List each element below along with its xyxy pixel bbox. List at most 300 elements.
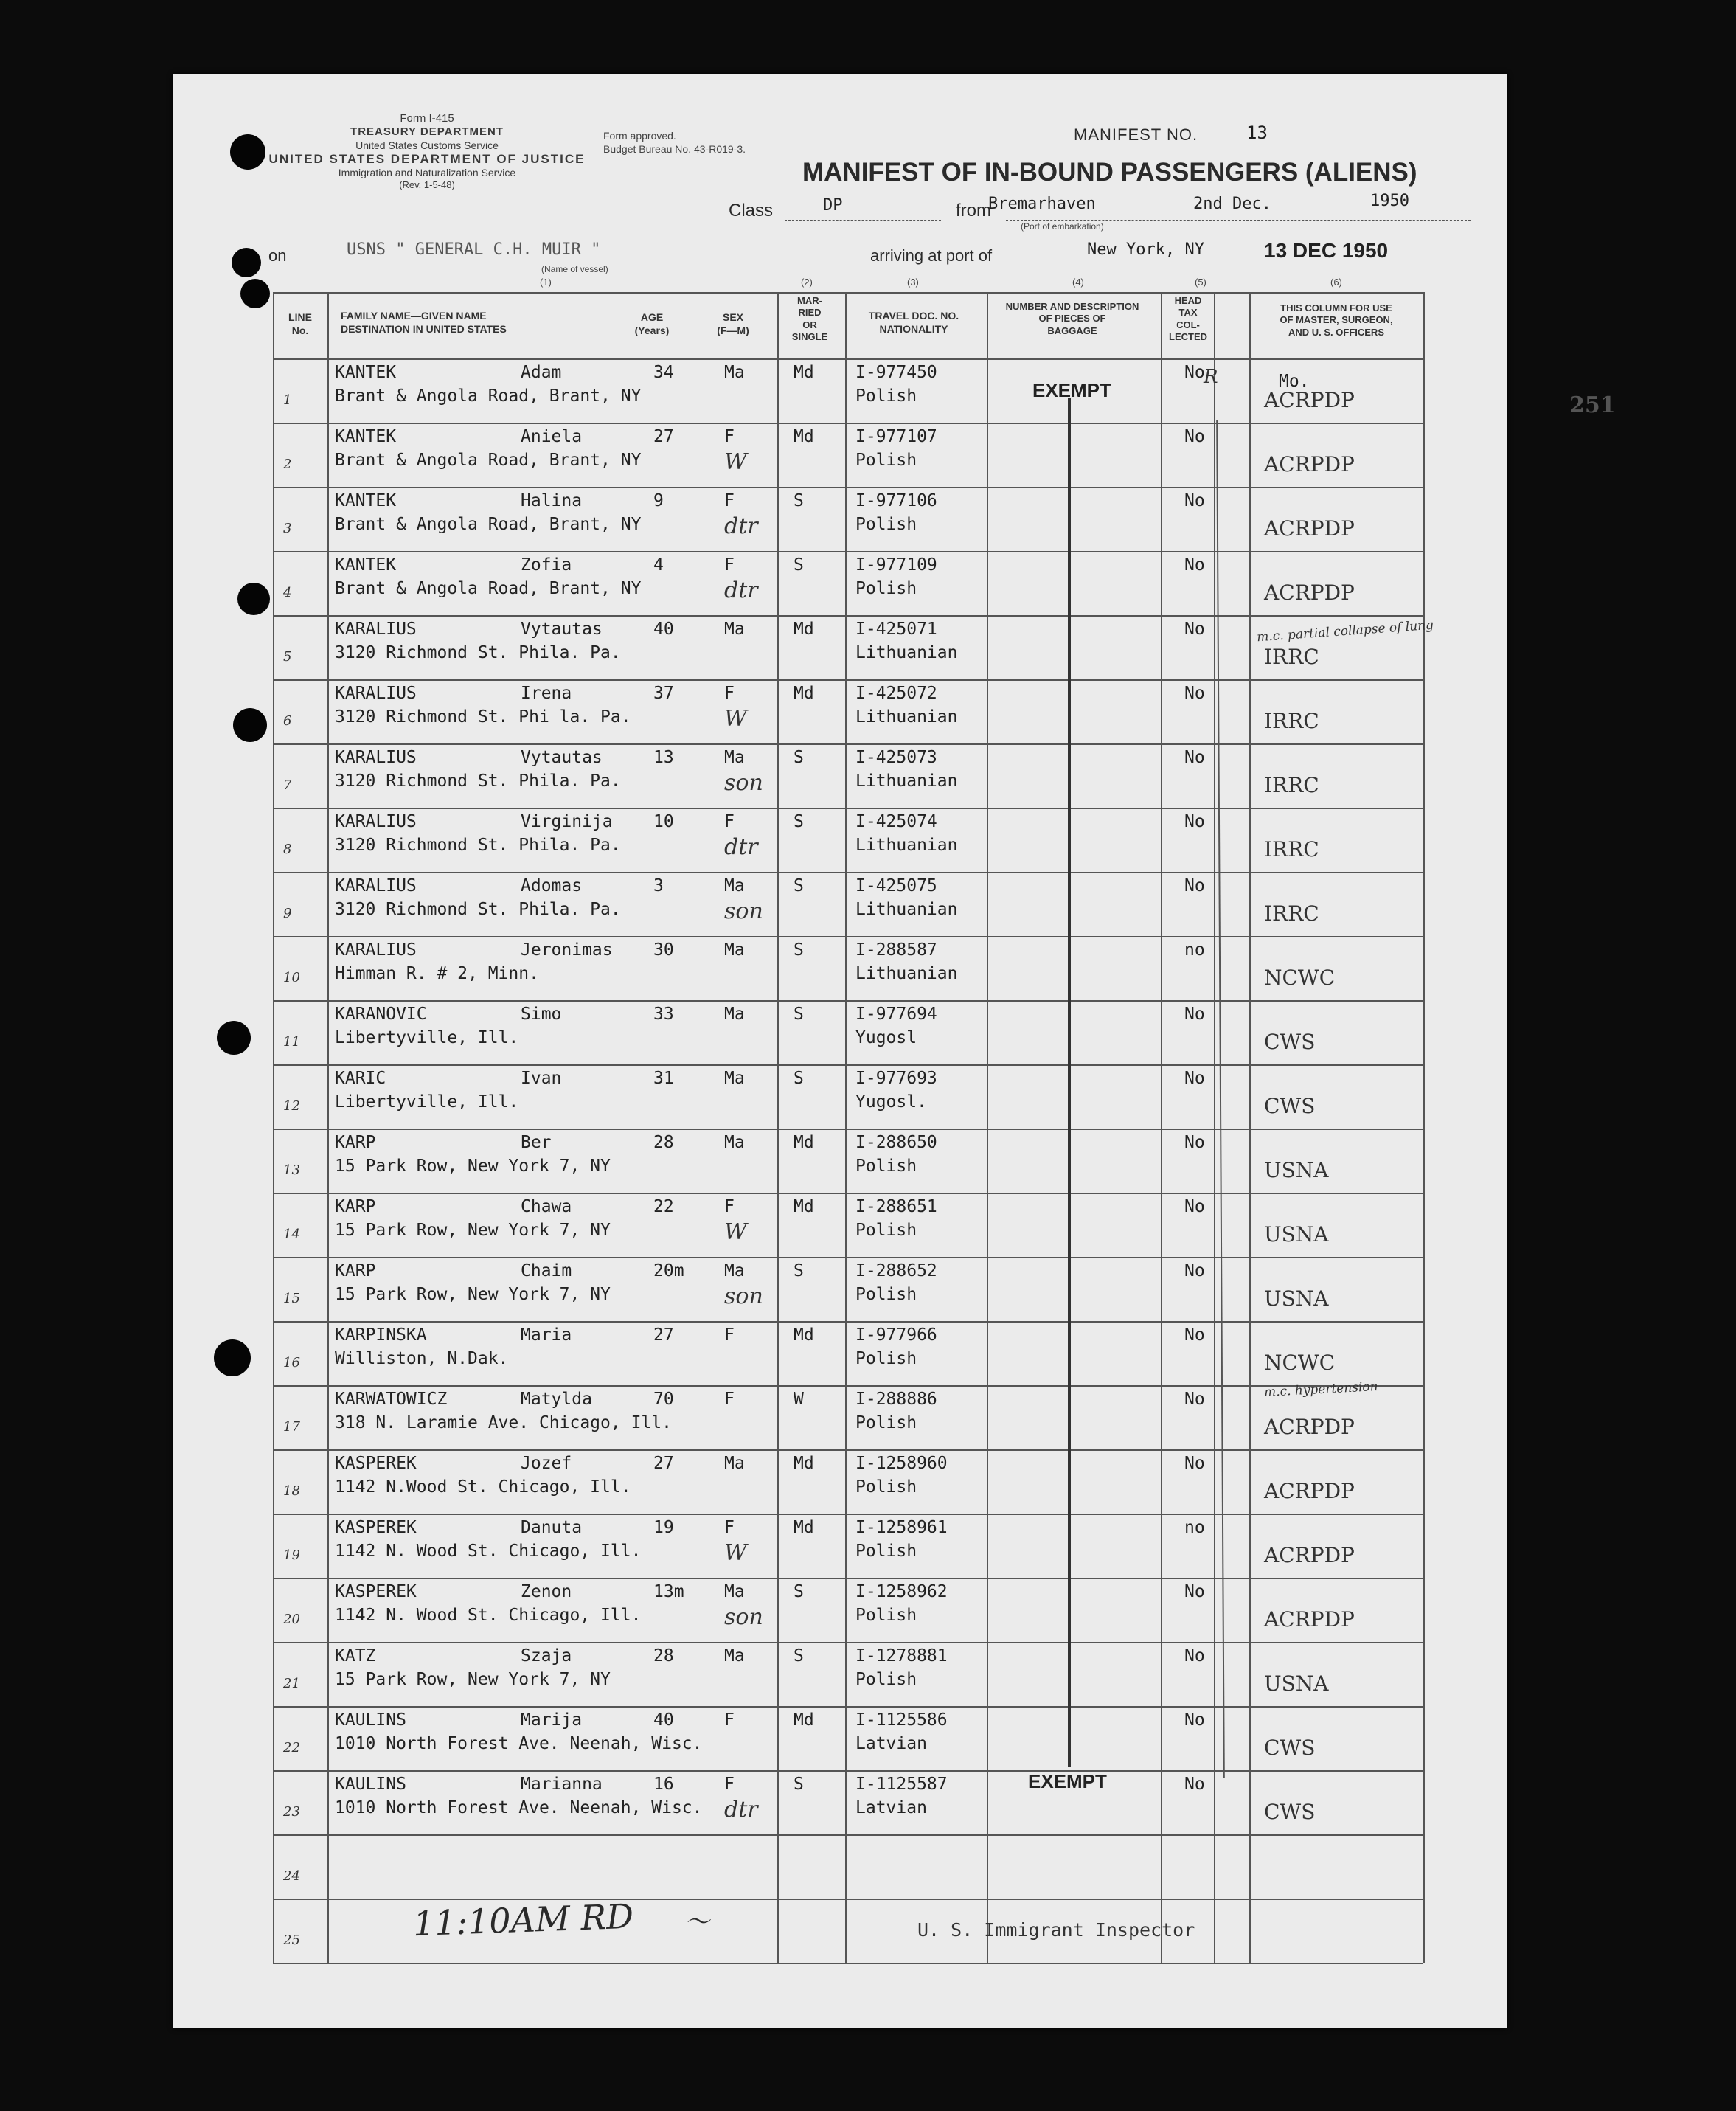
page-title: MANIFEST OF IN-BOUND PASSENGERS (ALIENS): [802, 158, 1417, 187]
row-head-tax: No: [1184, 1261, 1205, 1280]
col-officers: THIS COLUMN FOR USE OF MASTER, SURGEON, AND U. S. OFFICERS: [1280, 302, 1393, 338]
row-given-name: Chawa: [521, 1197, 572, 1216]
arrival-port: New York, NY: [1087, 240, 1204, 259]
row-marital: S: [794, 812, 804, 831]
row-sex: F: [724, 1197, 735, 1216]
date-value: 2nd Dec.: [1193, 195, 1271, 213]
row-marital: S: [794, 1646, 804, 1665]
row-officer-code: IRRC: [1264, 837, 1319, 862]
row-given-name: Simo: [521, 1005, 562, 1024]
row-given-name: Matylda: [521, 1390, 592, 1409]
row-destination: 3120 Richmond St. Phila. Pa.: [335, 836, 621, 855]
row-nationality: Polish: [855, 515, 917, 534]
row-family-name: KARALIUS: [335, 620, 417, 639]
row-nationality: Polish: [855, 1606, 917, 1625]
row-head-tax: No: [1184, 555, 1205, 575]
grid-row-line: [273, 679, 1423, 681]
row-head-tax: No: [1184, 684, 1205, 703]
row-officer-code: USNA: [1264, 1222, 1329, 1247]
row-destination: 3120 Richmond St. Phi la. Pa.: [335, 707, 631, 727]
row-nationality: Latvian: [855, 1734, 927, 1753]
row-sex-note: W: [724, 1540, 747, 1566]
row-family-name: KARALIUS: [335, 748, 417, 767]
row-family-name: KARP: [335, 1133, 376, 1152]
row-destination: Williston, N.Dak.: [335, 1349, 509, 1368]
row-age: 70: [653, 1390, 674, 1409]
row-marital: Md: [794, 363, 814, 382]
row-head-tax: no: [1184, 940, 1205, 960]
grid-row-line: [273, 1193, 1423, 1194]
grid-top-line: [273, 292, 1423, 294]
row-travel-doc: I-977694: [855, 1005, 937, 1024]
row-given-name: Maria: [521, 1325, 572, 1345]
row-head-tax: No: [1184, 1005, 1205, 1024]
colnum-2: (2): [801, 277, 813, 288]
grid-row-line: [273, 743, 1423, 745]
colnum-6: (6): [1330, 277, 1342, 288]
row-age: 4: [653, 555, 664, 575]
row-age: 28: [653, 1133, 674, 1152]
row-line-number: 23: [283, 1804, 300, 1820]
tax-bracket-line: [1216, 420, 1225, 1778]
row-family-name: KAULINS: [335, 1775, 406, 1794]
row-travel-doc: I-977966: [855, 1325, 937, 1345]
row-age: 3: [653, 876, 664, 895]
row-travel-doc: I-288587: [855, 940, 937, 960]
row-sex: Ma: [724, 748, 745, 767]
rev-line: (Rev. 1-5-48): [399, 179, 455, 191]
row-given-name: Ivan: [521, 1069, 562, 1088]
row-line-number: 13: [283, 1162, 300, 1178]
col-name: FAMILY NAME—GIVEN NAME DESTINATION IN UNITED STATES: [341, 310, 507, 335]
row-sex: F: [724, 1390, 735, 1409]
row-nationality: Lithuanian: [855, 836, 958, 855]
row-travel-doc: I-425075: [855, 876, 937, 895]
row-destination: 15 Park Row, New York 7, NY: [335, 1221, 611, 1240]
row-sex-note: son: [724, 898, 763, 924]
grid-row-line: [273, 1642, 1423, 1643]
row-line-number: 1: [283, 392, 292, 408]
arrival-date-stamp: 13 DEC 1950: [1264, 239, 1389, 262]
row-head-tax: No: [1184, 748, 1205, 767]
col-age: AGE (Years): [634, 311, 670, 336]
grid-row-line: [273, 1064, 1423, 1066]
row-sex: Ma: [724, 1646, 745, 1665]
row-officer-code: ACRPDP: [1264, 1543, 1355, 1567]
row-marital: Md: [794, 1454, 814, 1473]
row-sex: Ma: [724, 620, 745, 639]
row-destination: 15 Park Row, New York 7, NY: [335, 1157, 611, 1176]
row-sex-note: son: [724, 1604, 763, 1630]
row-officer-code: IRRC: [1264, 709, 1319, 733]
row-officer-code: ACRPDP: [1264, 580, 1355, 605]
punch-hole: [232, 248, 261, 277]
customs-line: United States Customs Service: [355, 139, 499, 151]
row-given-name: Adam: [521, 363, 562, 382]
manifest-page: [173, 74, 1616, 2028]
row-age: 10: [653, 812, 674, 831]
row-given-name: Virginija: [521, 812, 613, 831]
row-family-name: KARALIUS: [335, 876, 417, 895]
grid-row-line: [273, 1963, 1423, 1964]
row-line-number: 11: [283, 1034, 300, 1050]
row-given-name: Aniela: [521, 427, 583, 446]
row-line-number: 10: [283, 970, 300, 985]
stamp-number: 251: [1569, 392, 1616, 418]
row-line-number: 25: [283, 1933, 300, 1948]
row-sex-note: dtr: [724, 1797, 758, 1823]
from-value: Bremarhaven: [988, 195, 1096, 213]
row-officer-code: USNA: [1264, 1286, 1329, 1311]
colnum-1: (1): [540, 277, 552, 288]
row-marital: S: [794, 1775, 804, 1794]
row-officer-code: CWS: [1264, 1736, 1316, 1760]
row-destination: 3120 Richmond St. Phila. Pa.: [335, 772, 621, 791]
row-sex: Ma: [724, 940, 745, 960]
row-nationality: Polish: [855, 1542, 917, 1561]
row-destination: 1142 N. Wood St. Chicago, Ill.: [335, 1542, 642, 1561]
row-age: 34: [653, 363, 674, 382]
row-family-name: KANTEK: [335, 363, 397, 382]
row-nationality: Yugosl: [855, 1028, 917, 1047]
punch-hole: [217, 1021, 251, 1055]
row-nationality: Polish: [855, 1477, 917, 1497]
row-family-name: KARP: [335, 1261, 376, 1280]
row-destination: Brant & Angola Road, Brant, NY: [335, 451, 642, 470]
row-destination: Libertyville, Ill.: [335, 1092, 519, 1112]
vessel-name: USNS " GENERAL C.H. MUIR ": [347, 240, 601, 259]
grid-row-line: [273, 1770, 1423, 1772]
row-travel-doc: I-288652: [855, 1261, 937, 1280]
row-officer-code: IRRC: [1264, 901, 1319, 926]
colnum-5: (5): [1195, 277, 1206, 288]
row-marital: S: [794, 748, 804, 767]
row-line-number: 9: [283, 906, 292, 921]
class-label: Class: [729, 201, 774, 221]
row-age: 37: [653, 684, 674, 703]
row-travel-doc: I-425074: [855, 812, 937, 831]
grid-row-line: [273, 1129, 1423, 1130]
row-line-number: 18: [283, 1483, 300, 1499]
row-family-name: KARIC: [335, 1069, 386, 1088]
row-travel-doc: I-977109: [855, 555, 937, 575]
row-sex: Ma: [724, 1069, 745, 1088]
row-line-number: 5: [283, 649, 292, 665]
row-travel-doc: I-425071: [855, 620, 937, 639]
treasury-line: TREASURY DEPARTMENT: [350, 125, 504, 139]
row-officer-code: CWS: [1264, 1030, 1316, 1054]
row-family-name: KANTEK: [335, 491, 397, 510]
row-age: 40: [653, 1710, 674, 1730]
grid-col-line: [273, 292, 274, 1963]
grid-row-line: [273, 1706, 1423, 1708]
on-label: on: [268, 246, 287, 265]
row-age: 22: [653, 1197, 674, 1216]
row-head-tax: No: [1184, 876, 1205, 895]
row-age: 27: [653, 1325, 674, 1345]
grid-row-line: [273, 808, 1423, 809]
punch-hole: [240, 279, 270, 308]
row-officer-code: ACRPDP: [1264, 1607, 1355, 1632]
row-line-number: 15: [283, 1291, 300, 1306]
row-marital: Md: [794, 684, 814, 703]
row-destination: Himman R. # 2, Minn.: [335, 964, 539, 983]
row-head-tax: No: [1184, 812, 1205, 831]
row-sex-note: dtr: [724, 578, 758, 603]
row-sex: Ma: [724, 1133, 745, 1152]
row-given-name: Marianna: [521, 1775, 603, 1794]
row-nationality: Polish: [855, 1157, 917, 1176]
row-destination: Brant & Angola Road, Brant, NY: [335, 387, 642, 406]
row-marital: S: [794, 940, 804, 960]
ins-line: Immigration and Naturalization Service: [338, 167, 516, 179]
port-embark-note: (Port of embarkation): [1021, 221, 1104, 232]
row-sex: F: [724, 1325, 735, 1345]
row-head-tax: No: [1184, 427, 1205, 446]
colnum-3: (3): [907, 277, 919, 288]
year-value: 1950: [1370, 192, 1409, 210]
row-given-name: Szaja: [521, 1646, 572, 1665]
row-sex: F: [724, 1710, 735, 1730]
row-age: 30: [653, 940, 674, 960]
row-head-tax: No: [1184, 1390, 1205, 1409]
row-head-tax: No: [1184, 1133, 1205, 1152]
col-travel-doc: TRAVEL DOC. NO. NATIONALITY: [868, 310, 959, 335]
row-head-tax: No: [1184, 363, 1205, 382]
row-sex-note: dtr: [724, 834, 758, 860]
row-line-number: 17: [283, 1419, 300, 1435]
row-marital: W: [794, 1390, 804, 1409]
grid-col-line: [1161, 292, 1162, 1963]
row-marital: S: [794, 1261, 804, 1280]
row-line-number: 16: [283, 1355, 300, 1370]
row-officer-code: IRRC: [1264, 645, 1319, 669]
manifest-no-value: 13: [1246, 122, 1268, 143]
row-officer-code: ACRPDP: [1264, 452, 1355, 476]
medical-note-row5: m.c. partial collapse of lung: [1256, 617, 1434, 645]
row-sex: Ma: [724, 1261, 745, 1280]
grid-row-line: [273, 1385, 1423, 1387]
row-sex: F: [724, 684, 735, 703]
row-age: 13: [653, 748, 674, 767]
col-baggage: NUMBER AND DESCRIPTION OF PIECES OF BAGGAGE: [1005, 301, 1139, 336]
baggage-exempt-top: EXEMPT: [1032, 379, 1111, 401]
grid-col-line: [1214, 292, 1215, 1963]
row-sex-note: W: [724, 1219, 747, 1245]
row-nationality: Polish: [855, 387, 917, 406]
agency-header: [254, 112, 600, 191]
row-line-number: 2: [283, 457, 292, 472]
grid-row-line: [273, 1514, 1423, 1515]
row-head-tax: no: [1184, 1518, 1205, 1537]
row-family-name: KANTEK: [335, 555, 397, 575]
row-marital: Md: [794, 427, 814, 446]
row-sex: F: [724, 491, 735, 510]
row-head-tax: No: [1184, 1582, 1205, 1601]
row-sex-note: dtr: [724, 513, 758, 539]
medical-note-row17: m.c. hypertension: [1263, 1379, 1379, 1401]
row-nationality: Polish: [855, 451, 917, 470]
vessel-note: (Name of vessel): [541, 264, 608, 274]
grid-col-line: [1249, 292, 1251, 1963]
officer-top-note: Mo.: [1279, 372, 1310, 391]
row-officer-code: CWS: [1264, 1800, 1316, 1824]
baggage-exempt-bottom: EXEMPT: [1028, 1770, 1107, 1792]
row-nationality: Polish: [855, 579, 917, 598]
row-marital: Md: [794, 1197, 814, 1216]
row-travel-doc: I-1125587: [855, 1775, 948, 1794]
row-destination: Brant & Angola Road, Brant, NY: [335, 515, 642, 534]
row-marital: S: [794, 555, 804, 575]
row-head-tax: No: [1184, 1325, 1205, 1345]
row-marital: Md: [794, 1710, 814, 1730]
signature-time: 11:10AM RD: [412, 1896, 634, 1944]
col-marital: MAR- RIED OR SINGLE: [791, 295, 828, 342]
row-officer-code: NCWC: [1264, 966, 1336, 990]
row-travel-doc: I-425072: [855, 684, 937, 703]
row-sex: F: [724, 555, 735, 575]
row-given-name: Vytautas: [521, 620, 603, 639]
row-travel-doc: I-1258962: [855, 1582, 948, 1601]
row-family-name: KARP: [335, 1197, 376, 1216]
row-destination: 3120 Richmond St. Phila. Pa.: [335, 643, 621, 662]
row-sex: F: [724, 1775, 735, 1794]
row-nationality: Polish: [855, 1413, 917, 1432]
grid-col-line: [777, 292, 779, 1963]
form-approved: Form approved. Budget Bureau No. 43-R019-3.: [603, 130, 746, 155]
row-marital: S: [794, 1582, 804, 1601]
row-marital: Md: [794, 1325, 814, 1345]
grid-row-line: [273, 1257, 1423, 1258]
row-nationality: Polish: [855, 1349, 917, 1368]
row-nationality: Yugosl.: [855, 1092, 927, 1112]
row-given-name: Adomas: [521, 876, 583, 895]
row-travel-doc: I-977106: [855, 491, 937, 510]
col-line: LINE No.: [288, 311, 312, 336]
row-officer-code: USNA: [1264, 1671, 1329, 1696]
row-travel-doc: I-1258961: [855, 1518, 948, 1537]
grid-col-line: [1423, 292, 1425, 1963]
baggage-bracket-line: [1068, 398, 1071, 1767]
row-sex: F: [724, 812, 735, 831]
row-line-number: 3: [283, 521, 292, 536]
grid-row-line: [273, 1578, 1423, 1579]
row-travel-doc: I-1258960: [855, 1454, 948, 1473]
row-head-tax: No: [1184, 1197, 1205, 1216]
row-sex: Ma: [724, 363, 745, 382]
row-nationality: Polish: [855, 1221, 917, 1240]
grid-row-line: [273, 615, 1423, 617]
row-family-name: KASPEREK: [335, 1518, 417, 1537]
row-age: 9: [653, 491, 664, 510]
row-given-name: Ber: [521, 1133, 552, 1152]
row-sex-note: W: [724, 706, 747, 732]
row-travel-doc: I-425073: [855, 748, 937, 767]
row-travel-doc: I-288651: [855, 1197, 937, 1216]
row-family-name: KARANOVIC: [335, 1005, 427, 1024]
form-number: Form I-415: [400, 112, 454, 125]
row-given-name: Jeronimas: [521, 940, 613, 960]
row-given-name: Marija: [521, 1710, 583, 1730]
arriving-label: arriving at port of: [870, 246, 993, 265]
row-nationality: Latvian: [855, 1798, 927, 1817]
row-given-name: Danuta: [521, 1518, 583, 1537]
row-nationality: Polish: [855, 1670, 917, 1689]
row-travel-doc: I-288886: [855, 1390, 937, 1409]
row-marital: S: [794, 491, 804, 510]
row-line-number: 4: [283, 585, 292, 600]
row-family-name: KASPEREK: [335, 1454, 417, 1473]
row-destination: 3120 Richmond St. Phila. Pa.: [335, 900, 621, 919]
row-age: 16: [653, 1775, 674, 1794]
row-nationality: Polish: [855, 1285, 917, 1304]
row-nationality: Lithuanian: [855, 643, 958, 662]
row-family-name: KATZ: [335, 1646, 376, 1665]
row-age: 27: [653, 427, 674, 446]
row-tax-note: R: [1204, 366, 1218, 388]
row-head-tax: No: [1184, 1454, 1205, 1473]
manifest-no-label: MANIFEST NO.: [1074, 125, 1198, 144]
row-head-tax: No: [1184, 1775, 1205, 1794]
row-destination: 15 Park Row, New York 7, NY: [335, 1670, 611, 1689]
row-officer-code: ACRPDP: [1264, 516, 1355, 541]
row-marital: S: [794, 1069, 804, 1088]
colnum-4: (4): [1072, 277, 1084, 288]
punch-hole: [233, 708, 267, 742]
row-officer-code: NCWC: [1264, 1351, 1336, 1375]
row-travel-doc: I-1278881: [855, 1646, 948, 1665]
from-label: from: [956, 201, 991, 221]
row-age: 31: [653, 1069, 674, 1088]
row-family-name: KARALIUS: [335, 684, 417, 703]
row-family-name: KARWATOWICZ: [335, 1390, 448, 1409]
grid-row-line: [273, 487, 1423, 488]
row-sex-note: son: [724, 770, 763, 796]
row-family-name: KASPEREK: [335, 1582, 417, 1601]
row-given-name: Chaim: [521, 1261, 572, 1280]
row-head-tax: No: [1184, 1710, 1205, 1730]
row-nationality: Lithuanian: [855, 772, 958, 791]
grid-row-line: [273, 1000, 1423, 1002]
row-given-name: Jozef: [521, 1454, 572, 1473]
row-line-number: 6: [283, 713, 292, 729]
row-marital: S: [794, 1005, 804, 1024]
row-given-name: Zenon: [521, 1582, 572, 1601]
row-age: 40: [653, 620, 674, 639]
row-officer-code: CWS: [1264, 1094, 1316, 1118]
row-travel-doc: I-977450: [855, 363, 937, 382]
row-family-name: KARALIUS: [335, 812, 417, 831]
row-destination: Brant & Angola Road, Brant, NY: [335, 579, 642, 598]
inspector-label: U. S. Immigrant Inspector: [917, 1919, 1195, 1941]
row-age: 28: [653, 1646, 674, 1665]
row-line-number: 20: [283, 1612, 300, 1627]
col-head-tax: HEAD TAX COL- LECTED: [1169, 295, 1207, 342]
grid-row-line: [273, 358, 1423, 360]
row-family-name: KANTEK: [335, 427, 397, 446]
row-destination: 1010 North Forest Ave. Neenah, Wisc.: [335, 1734, 703, 1753]
row-officer-code: IRRC: [1264, 773, 1319, 797]
row-sex: Ma: [724, 1454, 745, 1473]
row-line-number: 14: [283, 1227, 300, 1242]
row-line-number: 8: [283, 842, 292, 857]
row-sex-note: son: [724, 1283, 763, 1309]
grid-row-line: [273, 1321, 1423, 1323]
row-line-number: 19: [283, 1547, 300, 1563]
row-given-name: Irena: [521, 684, 572, 703]
grid-row-line: [273, 423, 1423, 424]
grid-row-line: [273, 872, 1423, 873]
